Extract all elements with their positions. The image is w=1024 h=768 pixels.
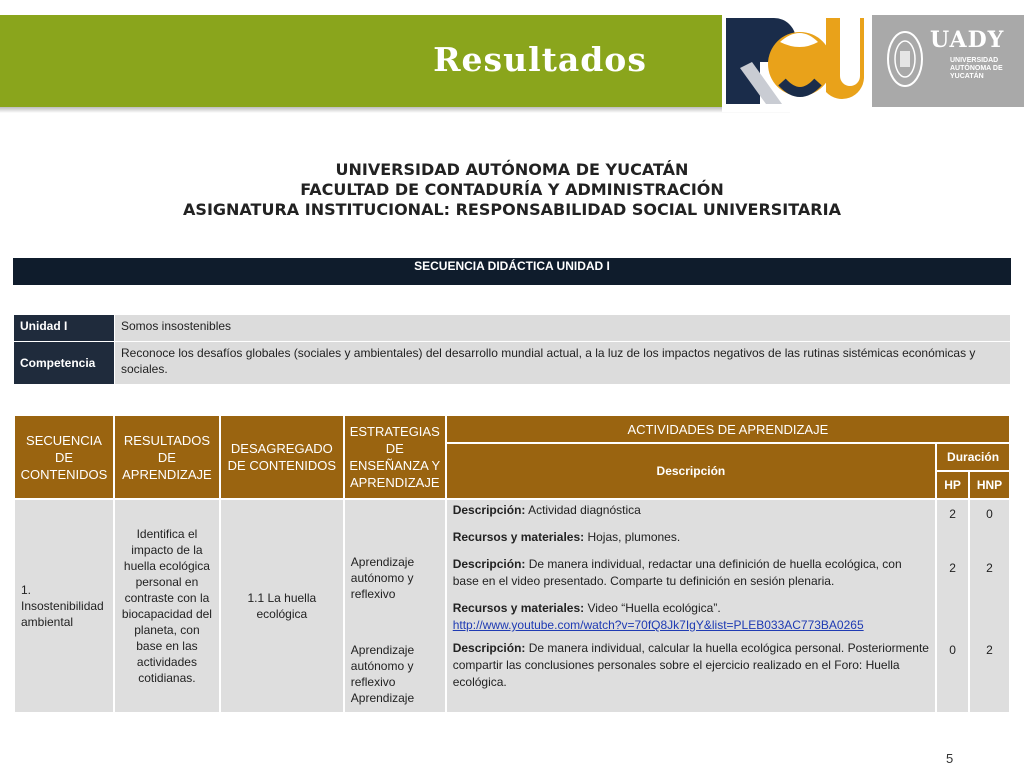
unit-table xyxy=(13,314,1011,385)
header-hnp: HNP xyxy=(969,471,1010,499)
activity-3-description: Descripción: De manera individual, calcular la huella ecológica personal. Posteriormente compartir las conclusiones personales sobre el ejercicio realizado en el Foro: Huella ecológica. xyxy=(452,641,929,689)
cell-estrategias xyxy=(344,499,446,713)
page-number: 5 xyxy=(946,751,954,766)
page-title: Resultados xyxy=(433,40,647,79)
heading-subject: ASIGNATURA INSTITUCIONAL: RESPONSABILIDAD SOCIAL UNIVERSITARIA xyxy=(183,200,841,219)
activity-2-description: Descripción: De manera individual, redactar una definición de huella ecológica, con base en el video presentado. Comparte tu definición en sesión plenaria. xyxy=(452,557,902,588)
uady-seal-icon xyxy=(886,29,924,89)
cell-secuencia: 1. Insostenibilidad ambiental xyxy=(14,499,114,713)
unit-value: Somos insostenibles xyxy=(115,315,1011,342)
header-bar xyxy=(0,15,790,107)
cell-desagregado: 1.1 La huella ecológica xyxy=(220,499,344,713)
cell-descripcion xyxy=(446,499,936,713)
unit-row xyxy=(14,315,1011,342)
header-duracion: Duración xyxy=(936,443,1010,471)
heading-university: UNIVERSIDAD AUTÓNOMA DE YUCATÁN xyxy=(335,160,689,179)
header-actividades: ACTIVIDADES DE APRENDIZAJE xyxy=(446,415,1010,443)
hnp-3: 2 xyxy=(986,643,993,657)
uady-logo xyxy=(872,15,1024,107)
activity-2-resources: Recursos y materiales: Video “Huella ecológica”. http://www.youtube.com/watch?v=70fQ8Jk7IgY&list=PLEB033AC773BA0265 xyxy=(452,601,864,632)
unit-label: Unidad I xyxy=(14,315,115,342)
heading-faculty: FACULTAD DE CONTADURÍA Y ADMINISTRACIÓN xyxy=(300,180,724,199)
competence-label: Competencia xyxy=(14,342,115,385)
header-estrategias: ESTRATEGIAS DE ENSEÑANZA Y APRENDIZAJE xyxy=(344,415,446,499)
estrategia-1: Aprendizaje autónomo y reflexivo xyxy=(350,555,415,601)
video-link[interactable]: http://www.youtube.com/watch?v=70fQ8Jk7IgY&list=PLEB033AC773BA0265 xyxy=(452,618,864,632)
uady-name: UADY xyxy=(930,27,1005,53)
competence-row xyxy=(14,342,1011,385)
activity-1-description: Descripción: Actividad diagnóstica xyxy=(452,503,641,517)
cell-resultados: Identifica el impacto de la huella ecológica personal en contraste con la biocapacidad del planeta, con base en las actividades cotidianas. xyxy=(114,499,220,713)
table-row xyxy=(14,499,1010,713)
hp-2: 2 xyxy=(949,561,956,575)
activity-1-resources: Recursos y materiales: Hojas, plumones. xyxy=(452,530,681,544)
hp-1: 2 xyxy=(949,507,956,521)
uady-subtitle: UNIVERSIDAD AUTÓNOMA DE YUCATÁN xyxy=(950,57,1003,80)
estrategia-2: Aprendizaje autónomo y reflexivo Aprendizaje xyxy=(350,643,415,705)
cell-hp xyxy=(936,499,969,713)
document-heading xyxy=(0,160,1024,220)
header-descripcion: Descripción xyxy=(446,443,936,499)
hnp-1: 0 xyxy=(986,507,993,521)
cell-hnp xyxy=(969,499,1010,713)
activities-table xyxy=(13,414,1011,714)
rsu-logo xyxy=(722,12,864,112)
header-secuencia: SECUENCIA DE CONTENIDOS xyxy=(14,415,114,499)
competence-value: Reconoce los desafíos globales (sociales y ambientales) del desarrollo mundial actual, a la luz de los impactos negativos de las rutinas sistémicas económicas y sociales. xyxy=(115,342,1011,385)
sequence-title-bar: SECUENCIA DIDÁCTICA UNIDAD I xyxy=(13,258,1011,285)
header-hp: HP xyxy=(936,471,969,499)
header-resultados: RESULTADOS DE APRENDIZAJE xyxy=(114,415,220,499)
header-shadow xyxy=(0,107,790,113)
rsu-logo-icon xyxy=(722,12,864,112)
hnp-2: 2 xyxy=(986,561,993,575)
header-desagregado: DESAGREGADO DE CONTENIDOS xyxy=(220,415,344,499)
hp-3: 0 xyxy=(949,643,956,657)
